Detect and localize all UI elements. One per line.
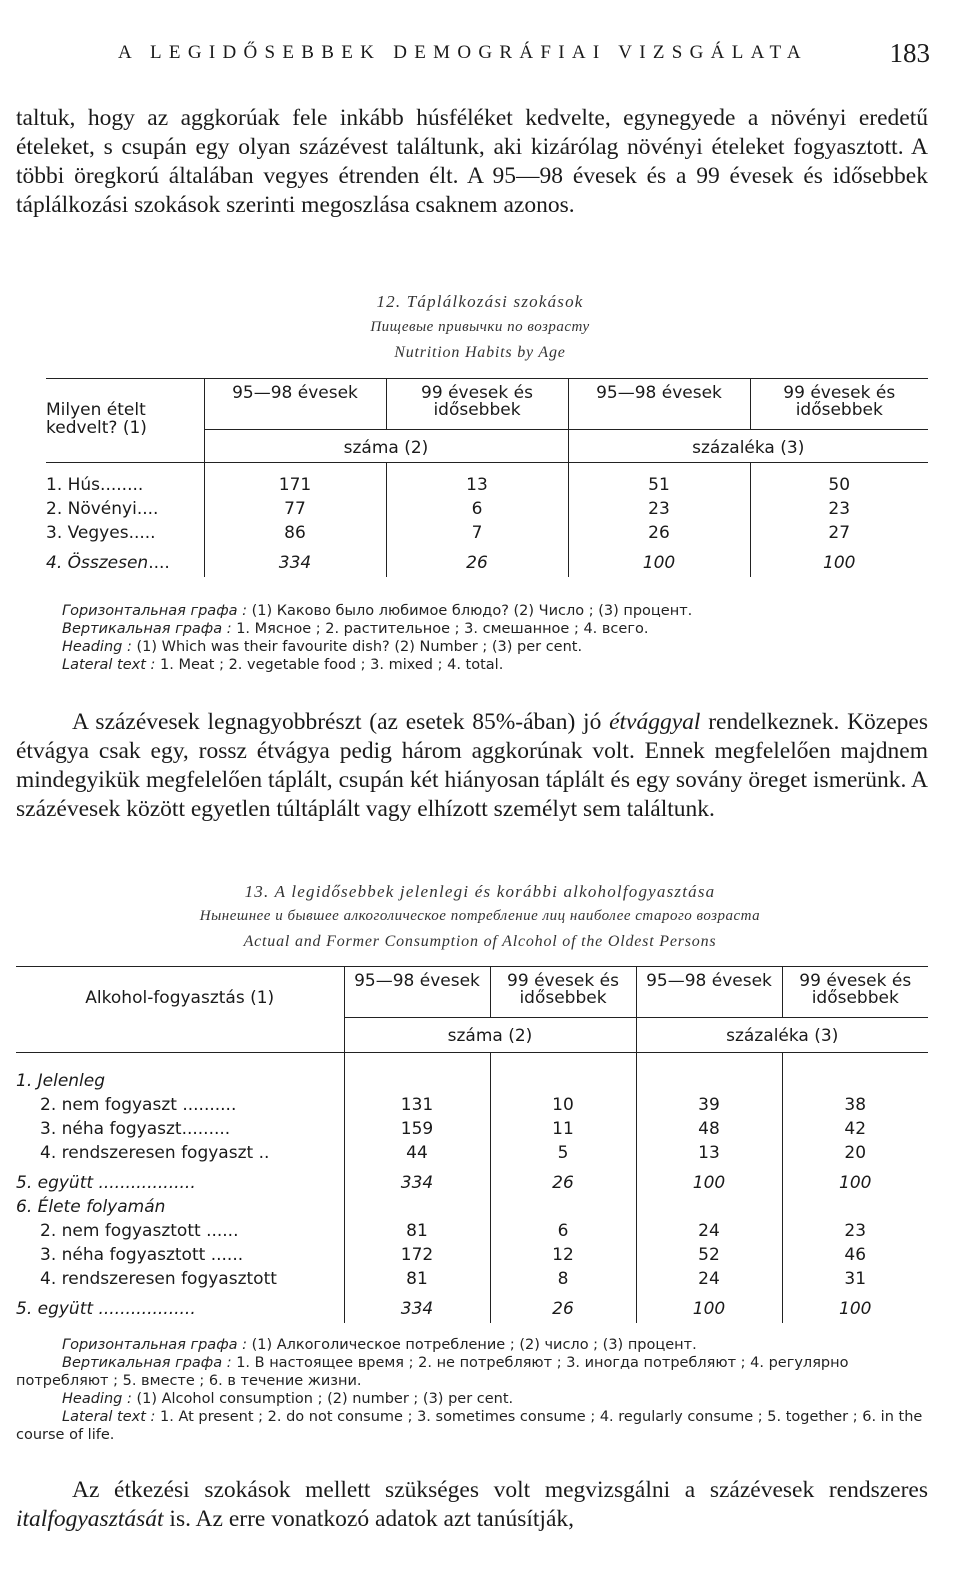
table-cell: 334: [344, 1173, 490, 1197]
table-12-group-percent: százaléka (3): [568, 430, 928, 463]
table-cell: 13: [636, 1143, 782, 1173]
paragraph-3: [16, 1476, 928, 1534]
table-cell: 26: [386, 553, 568, 577]
table-cell: 100: [636, 1299, 782, 1323]
table-12-title-en: Nutrition Habits by Age: [394, 344, 566, 361]
table-cell: 8: [490, 1269, 636, 1299]
table-cell: 81: [344, 1269, 490, 1299]
row-label: 3. Vegyes: [46, 523, 129, 543]
table-cell: 5: [490, 1143, 636, 1173]
table-cell: 26: [490, 1173, 636, 1197]
running-head: A LEGIDŐSEBBEK DEMOGRÁFIAI VIZSGÁLATA: [118, 42, 808, 63]
table-cell: 26: [490, 1299, 636, 1323]
table-cell: 100: [568, 553, 750, 577]
table-13-col-1: 95—98 évesek: [344, 967, 490, 1018]
note-label: Heading :: [62, 1391, 132, 1407]
table-row: [16, 1269, 928, 1299]
paragraph-3-text: Az étkezési szokások mellett szükséges volt megvizsgálni a százévesek rendszeres: [72, 1477, 928, 1503]
table-row-total: [16, 1173, 928, 1197]
row-label: 2. nem fogyaszt: [40, 1095, 177, 1115]
note-text: (1) Alcohol consumption ; (2) number ; (3) per cent.: [136, 1391, 514, 1407]
note-text: 1. В настоящее время ; 2. не потребляют ; 3. иногда потребляют ; 4. регулярно потребляют ; 5. вместе ; 6. в течение жизни.: [16, 1355, 849, 1389]
table-cell: 10: [490, 1095, 636, 1119]
paragraph-3-text-end: is. Az erre vonatkozó adatok azt tanúsítják,: [163, 1506, 575, 1532]
table-13-col-2: 99 évesek és idősebbek: [490, 967, 636, 1018]
note-label: Lateral text :: [62, 1409, 156, 1425]
table-cell: 12: [490, 1245, 636, 1269]
row-label: 5. együtt: [16, 1173, 94, 1193]
table-cell: 334: [204, 553, 386, 577]
note-label: Горизонтальная графа :: [62, 1337, 247, 1353]
row-label: 1. Hús: [46, 475, 101, 495]
table-cell: 23: [750, 499, 928, 523]
table-13-group-count: száma (2): [344, 1018, 636, 1053]
table-row: [16, 1221, 928, 1245]
row-label: 2. Növényi: [46, 499, 137, 519]
table-12-col-4: 99 évesek és idősebbek: [750, 379, 928, 430]
note-label: Горизонтальная графа :: [62, 603, 247, 619]
note-text: 1. At present ; 2. do not consume ; 3. sometimes consume ; 4. regularly consume ; 5. together ; 6. in the course of life.: [16, 1409, 923, 1443]
note-text: (1) Which was their favourite dish? (2) Number ; (3) per cent.: [136, 639, 583, 655]
table-cell: 24: [636, 1269, 782, 1299]
row-leader: .....: [128, 523, 156, 543]
table-cell: 77: [204, 499, 386, 523]
table-12-col-1: 95—98 évesek: [204, 379, 386, 430]
table-12-row-header: Milyen ételt kedvelt? (1): [46, 400, 147, 438]
row-label: 4. rendszeresen fogyaszt: [40, 1143, 254, 1163]
table-cell: 334: [344, 1299, 490, 1323]
table-13-notes: [16, 1336, 928, 1444]
row-label: 3. néha fogyasztott: [40, 1245, 206, 1265]
table-13-col-3: 95—98 évesek: [636, 967, 782, 1018]
paragraph-2-text-end: rendelkeznek. Közepes étvágya csak egy, rossz étvágya pedig három aggkorúnak volt. Ennek megfelelően majdnem mindegyikük megfelelően táplált, csupán két hiányosan táplált és egy sovány öreget ismerünk. A százévesek között egyetlen túltáplált vagy elhízott személyt sem találtunk.: [16, 709, 928, 822]
table-12-title: 12. Táplálkozási szokások: [376, 292, 584, 311]
table-row: [46, 499, 928, 523]
table-cell: 172: [344, 1245, 490, 1269]
table-row-total: [46, 553, 928, 577]
table-row: [16, 1143, 928, 1173]
table-cell: 23: [782, 1221, 928, 1245]
table-cell: 7: [386, 523, 568, 553]
table-cell: 42: [782, 1119, 928, 1143]
section-heading: [16, 1071, 928, 1095]
table-cell: 100: [782, 1299, 928, 1323]
table-13: [16, 966, 928, 1323]
table-cell: 6: [490, 1221, 636, 1245]
table-cell: 50: [750, 475, 928, 499]
table-12-group-count: száma (2): [204, 430, 568, 463]
table-cell: 23: [568, 499, 750, 523]
paragraph-2: [16, 708, 928, 824]
note-text: (1) Алкоголическое потребление ; (2) число ; (3) процент.: [251, 1337, 697, 1353]
page-number: 183: [889, 38, 930, 68]
table-row-total: [16, 1299, 928, 1323]
table-cell: 159: [344, 1119, 490, 1143]
row-leader: ..........: [182, 1095, 237, 1115]
table-cell: 24: [636, 1221, 782, 1245]
table-12-col-2: 99 évesek és idősebbek: [386, 379, 568, 430]
row-label: 2. nem fogyasztott: [40, 1221, 201, 1241]
table-13-row-header: Alkohol-fogyasztás (1): [85, 988, 275, 1008]
table-12-header-row: [46, 379, 928, 430]
row-leader: ......: [206, 1221, 239, 1241]
row-leader: ....: [148, 553, 170, 573]
table-cell: 51: [568, 475, 750, 499]
paragraph-1: taltuk, hogy az aggkorúak fele inkább húsféléket kedvelte, egynegyede a növényi eredetű ételeket, s csupán egy olyan százévest találtunk, aki kizárólag növényi ételeket fogyasztott. A többi öregkorú általában vegyes étrenden élt. A 95—98 évesek és a 99 évesek és idősebbek táplálkozási szokások szerinti megoszlása csaknem azonos.: [16, 105, 928, 218]
paragraph-2-text: A százévesek legnagyobbrészt (az esetek 85%-ában) jó: [72, 709, 610, 735]
note-label: Вертикальная графа :: [62, 1355, 232, 1371]
table-cell: 100: [750, 553, 928, 577]
table-cell: 39: [636, 1095, 782, 1119]
table-13-title: 13. A legidősebbek jelenlegi és korábbi alkoholfogyasztása: [244, 882, 716, 901]
table-cell: 44: [344, 1143, 490, 1173]
table-13-header-row: [16, 967, 928, 1018]
table-13-spacer: [16, 1053, 928, 1072]
table-cell: 6: [386, 499, 568, 523]
row-leader: ..................: [98, 1299, 196, 1319]
table-13-group-percent: százaléka (3): [636, 1018, 928, 1053]
table-12: [46, 378, 928, 577]
note-text: (1) Каково было любимое блюдо? (2) Число ; (3) процент.: [251, 603, 693, 619]
table-12-notes: [62, 602, 928, 674]
note-text: 1. Meat ; 2. vegetable food ; 3. mixed ; 4. total.: [160, 657, 504, 673]
note-label: Lateral text :: [62, 657, 156, 673]
table-cell: 81: [344, 1221, 490, 1245]
table-12-title-ru: Пищевые привычки по возрасту: [370, 319, 590, 335]
note-label: Heading :: [62, 639, 132, 655]
row-leader: ..................: [98, 1173, 196, 1193]
section-label: 6. Élete folyamán: [16, 1197, 166, 1217]
table-row: [16, 1245, 928, 1269]
row-label: 3. néha fogyaszt: [40, 1119, 182, 1139]
paragraph-3-emphasis: italfogyasztását: [16, 1506, 164, 1532]
table-cell: 26: [568, 523, 750, 553]
row-label: 4. rendszeresen fogyasztott: [40, 1269, 277, 1289]
table-cell: 20: [782, 1143, 928, 1173]
table-13-title-en: Actual and Former Consumption of Alcohol of the Oldest Persons: [243, 933, 717, 950]
table-cell: 131: [344, 1095, 490, 1119]
table-cell: 171: [204, 475, 386, 499]
page-header: [0, 38, 960, 78]
table-cell: 13: [386, 475, 568, 499]
table-row: [16, 1119, 928, 1143]
table-13-col-4: 99 évesek és idősebbek: [782, 967, 928, 1018]
table-row: [46, 475, 928, 499]
table-cell: 11: [490, 1119, 636, 1143]
row-label: 5. együtt: [16, 1299, 94, 1319]
table-cell: 100: [636, 1173, 782, 1197]
section-heading: [16, 1197, 928, 1221]
row-leader: ..: [258, 1143, 270, 1163]
table-cell: 52: [636, 1245, 782, 1269]
table-row: [16, 1095, 928, 1119]
row-label: 4. Összesen: [46, 553, 149, 573]
row-leader: .........: [181, 1119, 231, 1139]
table-row: [46, 523, 928, 553]
table-cell: 48: [636, 1119, 782, 1143]
section-label: 1. Jelenleg: [16, 1071, 106, 1091]
table-13-title-ru: Нынешнее и бывшее алкоголическое потребление лиц наиболее старого возраста: [199, 908, 761, 924]
paragraph-2-emphasis: étvággyal: [609, 709, 701, 735]
row-leader: ....: [136, 499, 159, 519]
table-12-col-3: 95—98 évesek: [568, 379, 750, 430]
table-cell: 86: [204, 523, 386, 553]
note-text: 1. Мясное ; 2. растительное ; 3. смешанное ; 4. всего.: [236, 621, 649, 637]
row-leader: ........: [100, 475, 144, 495]
table-cell: 38: [782, 1095, 928, 1119]
table-cell: 46: [782, 1245, 928, 1269]
row-leader: ......: [210, 1245, 244, 1265]
table-cell: 100: [782, 1173, 928, 1197]
table-cell: 27: [750, 523, 928, 553]
note-label: Вертикальная графа :: [62, 621, 232, 637]
table-12-spacer: [46, 463, 928, 476]
table-cell: 31: [782, 1269, 928, 1299]
